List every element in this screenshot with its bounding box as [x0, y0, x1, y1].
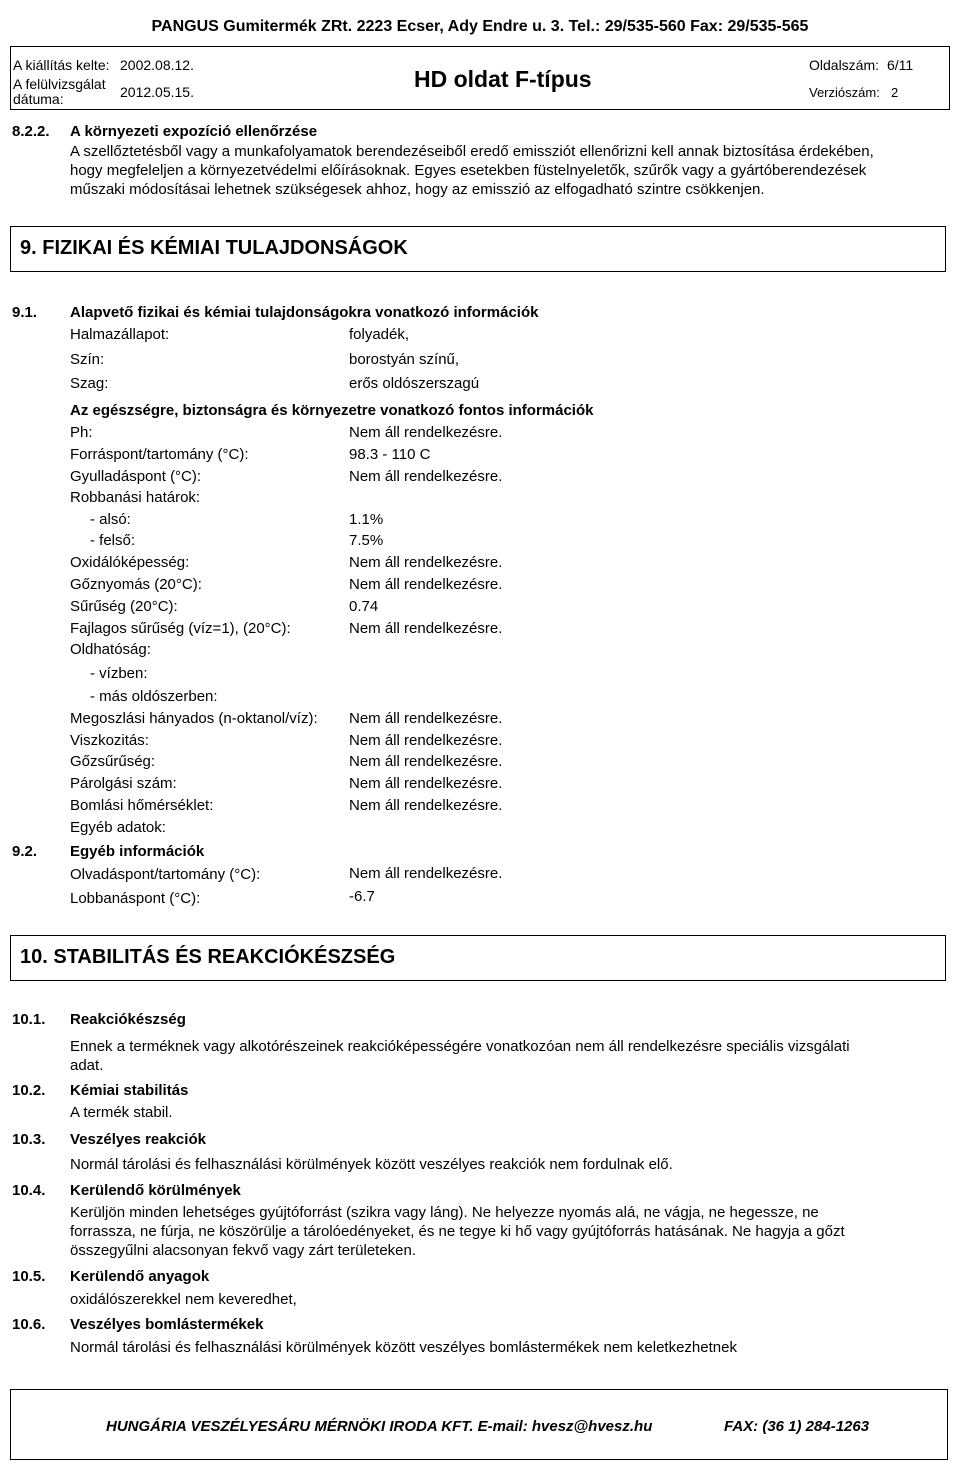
s822-line-1: A szellőztetésből vagy a munkafolyamatok berendezéseiből eredő emissziót ellenőrizni kell annak biztosítása érdekében,	[70, 143, 874, 160]
property-value: Nem áll rendelkezésre.	[349, 797, 503, 814]
property-label: Oxidálóképesség:	[70, 554, 190, 571]
s10-6-line: Normál tárolási és felhasználási körülmények között veszélyes bomlástermékek nem keletkezhetnek	[70, 1339, 737, 1356]
property-label: - vízben:	[90, 665, 148, 682]
version-label: Verziószám:	[809, 85, 880, 100]
s10-4-number: 10.4.	[12, 1182, 46, 1199]
property-value: Nem áll rendelkezésre.	[349, 865, 503, 882]
property-label: Gőznyomás (20°C):	[70, 576, 202, 593]
property-label: Fajlagos sűrűség (víz=1), (20°C):	[70, 620, 291, 637]
page-number-label: Oldalszám:	[809, 57, 880, 73]
basic-label: Halmazállapot:	[70, 326, 170, 343]
property-value: 1.1%	[349, 511, 384, 528]
property-value: Nem áll rendelkezésre.	[349, 554, 503, 571]
s91-number: 9.1.	[12, 304, 38, 321]
s10-6-number: 10.6.	[12, 1316, 46, 1333]
property-value: Nem áll rendelkezésre.	[349, 468, 503, 485]
s10-2-line: A termék stabil.	[70, 1104, 173, 1121]
s10-4-line: Kerüljön minden lehetséges gyújtóforrást (szikra vagy láng). Ne helyezze nyomás alá, ne vágja, ne hegessze, ne	[70, 1204, 819, 1221]
s10-1-line: adat.	[70, 1057, 104, 1074]
property-value: Nem áll rendelkezésre.	[349, 576, 503, 593]
property-value: 7.5%	[349, 532, 384, 549]
s10-1-line: Ennek a terméknek vagy alkotórészeinek reakcióképességére vonatkozóan nem áll rendelkezésre speciális vizsgálati	[70, 1038, 850, 1055]
s10-1-title: Reakciókészség	[70, 1011, 186, 1028]
s92-number: 9.2.	[12, 843, 38, 860]
s91-title: Alapvető fizikai és kémiai tulajdonságokra vonatkozó információk	[70, 304, 539, 321]
s10-6-title: Veszélyes bomlástermékek	[70, 1316, 264, 1333]
property-label: Egyéb adatok:	[70, 819, 166, 836]
property-label: Forráspont/tartomány (°C):	[70, 446, 249, 463]
s10-3-number: 10.3.	[12, 1131, 46, 1148]
property-label: Robbanási határok:	[70, 489, 201, 506]
property-label: Ph:	[70, 424, 93, 441]
basic-value: erős oldószerszagú	[349, 375, 480, 392]
property-label: Megoszlási hányados (n-oktanol/víz):	[70, 710, 318, 727]
property-value: Nem áll rendelkezésre.	[349, 732, 503, 749]
section-10-title: 10. STABILITÁS ÉS REAKCIÓKÉSZSÉG	[20, 946, 396, 968]
s10-4-title: Kerülendő körülmények	[70, 1182, 241, 1199]
property-label: Viszkozitás:	[70, 732, 149, 749]
issue-date: 2002.08.12.	[120, 57, 194, 73]
s10-5-line: oxidálószerekkel nem keveredhet,	[70, 1291, 297, 1308]
property-label: Oldhatóság:	[70, 641, 151, 658]
basic-label: Szín:	[70, 351, 105, 368]
s10-4-line: forrassza, ne fúrja, ne köszörülje a tárolóedényeket, és ne tegye ki hő vagy gyújtóforrás hatásának. Ne hagyja a gőzt	[70, 1223, 845, 1240]
s10-3-title: Veszélyes reakciók	[70, 1131, 206, 1148]
basic-value: folyadék,	[349, 326, 410, 343]
s822-line-3: műszaki módosításai lehetnek szükségesek ahhoz, hogy az emisszió az elfogadható szintre csökkenjen.	[70, 181, 765, 198]
property-label: Gyulladáspont (°C):	[70, 468, 202, 485]
footer-fax: FAX: (36 1) 284-1263	[724, 1418, 870, 1435]
s92-title: Egyéb információk	[70, 843, 205, 860]
issue-label: A kiállítás kelte:	[13, 57, 110, 73]
property-value: 98.3 - 110 C	[349, 446, 431, 463]
section-9-title: 9. FIZIKAI ÉS KÉMIAI TULAJDONSÁGOK	[20, 237, 408, 259]
property-label: - felső:	[90, 532, 136, 549]
s822-line-2: hogy megfeleljen a környezetvédelmi előírásoknak. Egyes esetekben füstelnyeletők, szűrők vagy a gyártóberendezések	[70, 162, 867, 179]
s10-3-line: Normál tárolási és felhasználási körülmények között veszélyes reakciók nem fordulnak elő.	[70, 1156, 673, 1173]
review-label-1: A felülvizsgálat	[13, 76, 106, 92]
basic-label: Szag:	[70, 375, 109, 392]
property-value: 0.74	[349, 598, 379, 615]
s822-number: 8.2.2.	[12, 123, 50, 140]
s10-2-number: 10.2.	[12, 1082, 46, 1099]
property-value: Nem áll rendelkezésre.	[349, 710, 503, 727]
property-value: Nem áll rendelkezésre.	[349, 753, 503, 770]
page-number-value: 6/11	[887, 57, 914, 73]
property-value: Nem áll rendelkezésre.	[349, 775, 503, 792]
property-label: Párolgási szám:	[70, 775, 177, 792]
s10-4-line: összegyűlni alacsonyan fekvő vagy zárt területeken.	[70, 1242, 417, 1259]
property-label: Gőzsűrűség:	[70, 753, 156, 770]
property-label: Olvadáspont/tartomány (°C):	[70, 866, 261, 883]
property-value: Nem áll rendelkezésre.	[349, 424, 503, 441]
property-label: - alsó:	[90, 511, 131, 528]
review-label-2: dátuma:	[13, 91, 64, 107]
basic-value: borostyán színű,	[349, 351, 460, 368]
document-title: HD oldat F-típus	[414, 66, 592, 92]
review-date: 2012.05.15.	[120, 84, 194, 100]
property-label: Bomlási hőmérséklet:	[70, 797, 214, 814]
version-value: 2	[891, 85, 899, 100]
property-value: -6.7	[349, 888, 375, 905]
header-company: PANGUS Gumitermék ZRt. 2223 Ecser, Ady Endre u. 3. Tel.: 29/535-560 Fax: 29/535-565	[151, 18, 809, 35]
s10-5-title: Kerülendő anyagok	[70, 1268, 210, 1285]
s91-subheading: Az egészségre, biztonságra és környezetre vonatkozó fontos információk	[70, 402, 594, 419]
s10-1-number: 10.1.	[12, 1011, 46, 1028]
property-value: Nem áll rendelkezésre.	[349, 620, 503, 637]
s822-title: A környezeti expozíció ellenőrzése	[70, 123, 318, 140]
property-label: Lobbanáspont (°C):	[70, 890, 201, 907]
footer-company: HUNGÁRIA VESZÉLYESÁRU MÉRNÖKI IRODA KFT. E-mail: hvesz@hvesz.hu	[106, 1418, 653, 1435]
property-label: Sűrűség (20°C):	[70, 598, 178, 615]
s10-2-title: Kémiai stabilitás	[70, 1082, 189, 1099]
s10-5-number: 10.5.	[12, 1268, 46, 1285]
property-label: - más oldószerben:	[90, 688, 218, 705]
